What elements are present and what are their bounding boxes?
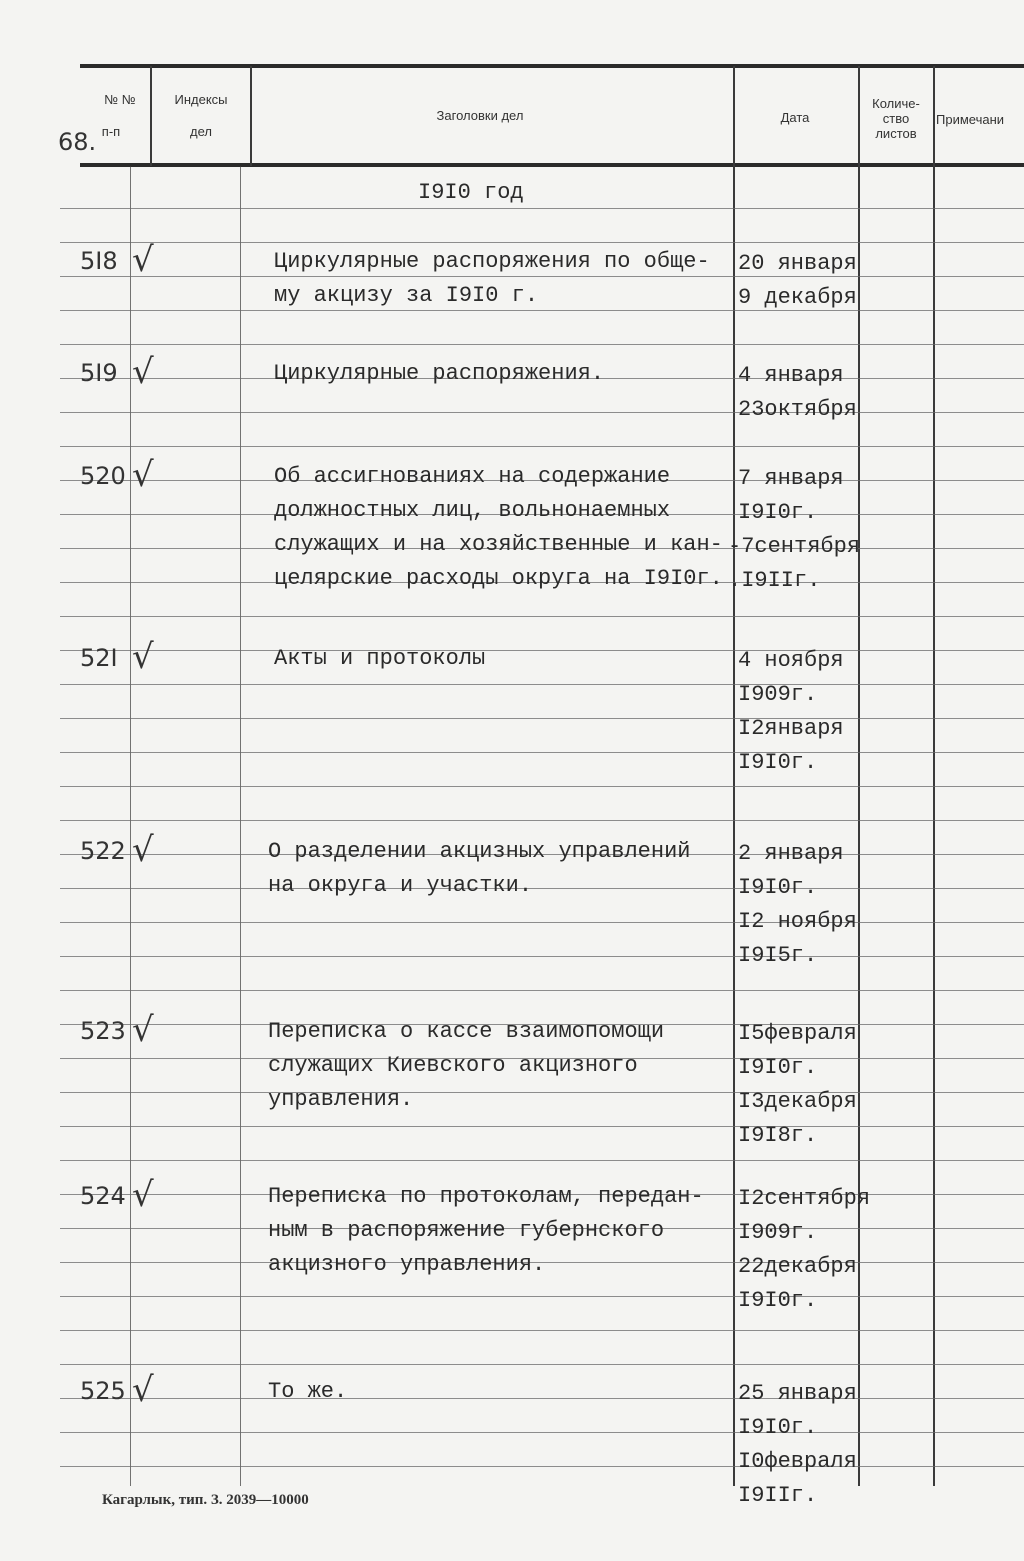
entry-date-line: 25 января [738, 1381, 857, 1406]
ruled-line [60, 412, 1024, 413]
entry-date-line: 23октября [738, 397, 857, 422]
entry-title-line: Переписка по протоколам, передан- [268, 1184, 704, 1209]
entry-number: 5I8 [80, 247, 118, 275]
entry-date-line: I9I0г. [738, 750, 818, 775]
rule-body-number [130, 166, 131, 1486]
entry-date-line: 4 ноября [738, 648, 844, 673]
printer-footer: Кагарлык, тип. З. 2039—10000 [102, 1492, 309, 1508]
rule-body-index [240, 166, 241, 1486]
entry-date-line: 4 января [738, 363, 844, 388]
header-top-rule [80, 64, 1024, 68]
entry-date-line: I2сентября [738, 1186, 871, 1211]
checkmark-icon: √ [132, 1370, 154, 1410]
ruled-line [60, 1364, 1024, 1365]
ruled-line [60, 1160, 1024, 1161]
entry-title-line: акцизного управления. [268, 1252, 546, 1277]
checkmark-icon: √ [132, 830, 154, 870]
checkmark-icon: √ [132, 1010, 154, 1050]
ruled-line [60, 344, 1024, 345]
header-title: Заголовки дел [436, 108, 524, 123]
entry-number: 522 [80, 837, 126, 865]
entry-title-line: служащих и на хозяйственные и кан- [274, 532, 723, 557]
entry-title-line: ным в распоряжение губернского [268, 1218, 665, 1243]
checkmark-icon: √ [132, 637, 154, 677]
ruled-line [60, 1126, 1024, 1127]
ruled-line [60, 1398, 1024, 1399]
rule-col-index [250, 66, 252, 166]
entry-date-line: I909г. [738, 1220, 818, 1245]
checkmark-icon: √ [132, 455, 154, 495]
entry-date-line: I0февраля [738, 1449, 857, 1474]
entry-number: 525 [80, 1377, 126, 1405]
entry-date-line: I9I5г. [738, 943, 818, 968]
ruled-line [60, 616, 1024, 617]
ruled-line [60, 1296, 1024, 1297]
entry-title-line: Циркулярные распоряжения по обще- [274, 249, 710, 274]
entry-date-line: I2января [738, 716, 844, 741]
entry-title-line: управления. [268, 1087, 414, 1112]
entry-date-line: -7сентября [728, 534, 861, 559]
checkmark-icon: √ [132, 1175, 154, 1215]
ruled-line [60, 242, 1024, 243]
checkmark-icon: √ [132, 240, 154, 280]
ruled-line [60, 990, 1024, 991]
header-index-top: Индексы [174, 92, 228, 107]
entry-date-line: I9I0г. [738, 1288, 818, 1313]
entry-number: 52I [80, 644, 118, 672]
entry-date-line: I3декабря [738, 1089, 857, 1114]
checkmark-icon: √ [132, 352, 154, 392]
rule-col-sheets [933, 66, 935, 1486]
ruled-line [60, 820, 1024, 821]
year-heading: I9I0 год [418, 180, 524, 205]
rule-col-number [150, 66, 152, 166]
header-sheets: Количе- ство листов [872, 96, 920, 141]
header-index-bottom: дел [190, 124, 212, 139]
header-number-top: № № [104, 92, 136, 107]
ruled-line [60, 718, 1024, 719]
entry-title-line: служащих Киевского акцизного [268, 1053, 638, 1078]
entry-title-line: О разделении акцизных управлений [268, 839, 691, 864]
entry-number: 523 [80, 1017, 126, 1045]
header-bottom-rule [80, 163, 1024, 167]
entry-date-line: 22декабря [738, 1254, 857, 1279]
entry-title-line: То же. [268, 1379, 348, 1404]
entry-title-line: му акцизу за I9I0 г. [274, 283, 539, 308]
entry-date-line: I5февраля [738, 1021, 857, 1046]
ruled-line [60, 1330, 1024, 1331]
entry-date-line: I9I8г. [738, 1123, 818, 1148]
entry-number: 5I9 [80, 359, 118, 387]
rule-col-date [858, 66, 860, 1486]
rule-col-title [733, 66, 735, 1486]
entry-date-line: I9I0г. [738, 1415, 818, 1440]
entry-date-line: I9I0г. [738, 875, 818, 900]
entry-date-line: .I9IIг. [728, 568, 821, 593]
ruled-line [60, 956, 1024, 957]
ruled-line [60, 922, 1024, 923]
ruled-line [60, 786, 1024, 787]
ruled-line [60, 888, 1024, 889]
entry-date-line: I9IIг. [738, 1483, 818, 1508]
header-number-bottom: п-п [101, 124, 121, 139]
ruled-line [60, 1466, 1024, 1467]
entry-title-line: должностных лиц, вольнонаемных [274, 498, 671, 523]
entry-number: 524 [80, 1182, 126, 1210]
entry-title-line: Циркулярные распоряжения. [274, 361, 605, 386]
entry-date-line: I9I0г. [738, 500, 818, 525]
header-date: Дата [780, 110, 810, 125]
header-notes: Примечани [936, 112, 1005, 127]
ruled-line [60, 752, 1024, 753]
ruled-line [60, 1432, 1024, 1433]
ruled-line [60, 650, 1024, 651]
entry-date-line: 9 декабря [738, 285, 857, 310]
entry-title-line: целярские расходы округа на I9I0г. [274, 566, 723, 591]
entry-date-line: 7 января [738, 466, 844, 491]
entry-date-line: 20 января [738, 251, 857, 276]
entry-date-line: I2 ноября [738, 909, 857, 934]
ruled-line [60, 208, 1024, 209]
ruled-line [60, 446, 1024, 447]
page-number: 68. [58, 128, 97, 156]
entry-date-line: I9I0г. [738, 1055, 818, 1080]
entry-date-line: 2 января [738, 841, 844, 866]
ruled-line [60, 684, 1024, 685]
entry-title-line: Акты и протоколы [274, 646, 486, 671]
entry-date-line: I909г. [738, 682, 818, 707]
ruled-line [60, 310, 1024, 311]
entry-title-line: на округа и участки. [268, 873, 533, 898]
entry-title-line: Переписка о кассе взаимопомощи [268, 1019, 665, 1044]
entry-title-line: Об ассигнованиях на содержание [274, 464, 671, 489]
ruled-line [60, 1092, 1024, 1093]
entry-number: 520 [80, 462, 126, 490]
